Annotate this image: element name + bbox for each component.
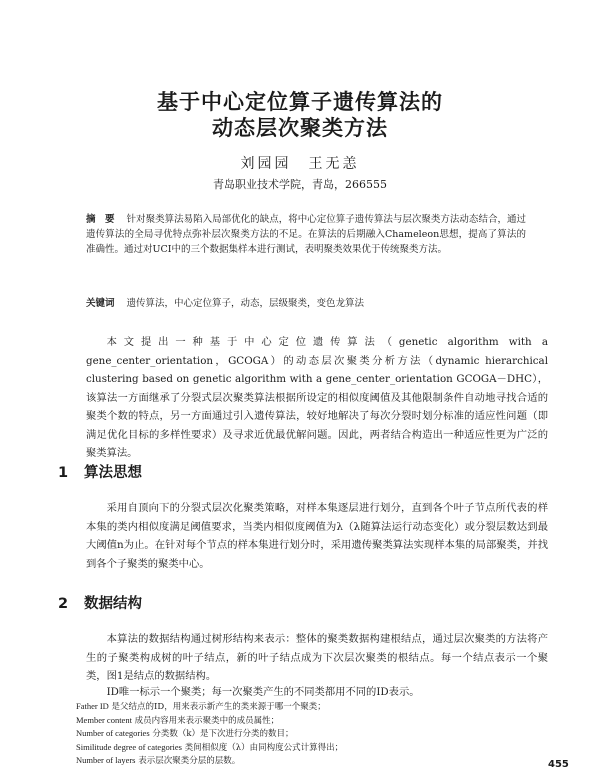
field-name: Similitude degree of categories bbox=[76, 741, 182, 752]
abstract bbox=[86, 212, 526, 257]
page-number: 455 bbox=[548, 759, 569, 770]
section-title: 算法思想 bbox=[84, 465, 142, 481]
keywords-label: 关键词 bbox=[86, 298, 115, 309]
field-descriptions bbox=[76, 700, 546, 768]
section-title: 数据结构 bbox=[84, 596, 142, 612]
field-name: Member content bbox=[76, 714, 132, 725]
section-heading-2 bbox=[58, 592, 142, 613]
keywords bbox=[86, 296, 526, 311]
field-desc: 表示层次聚类分层的层数。 bbox=[138, 756, 241, 766]
author-affiliation: 青岛职业技术学院，青岛，266555 bbox=[213, 178, 387, 191]
section-2-paragraph: 本算法的数据结构通过树形结构来表示：整体的聚类数据构建根结点，通过层次聚类的方法将产生的子聚类构成树的叶子结点，新的叶子结点成为下次层次聚类的根结点。每一个结点表示一个聚类，图1是结点的数据结构。 bbox=[86, 633, 548, 682]
field-name: Number of layers bbox=[76, 755, 136, 765]
section-heading-1 bbox=[58, 461, 142, 482]
intro-paragraph: 本文提出一种基于中心定位遗传算法（genetic algorithm with a gene_center_orientation，GCOGA）的动态层次聚类分析方法（dynamic hierarchical clustering based on genetic algorithm with a gene_center_orientation GCOGA－DHC），该算法一方面继承了分裂式层次聚类算法根据所设定的相似度阈值及其他限制条件自动地寻找合适的聚类个数的特点，另一方面通过引入遗传算法，较好地解决了每次分裂时划分标准的适应性问题（即满足优化目标的多样性要求）及寻求近优最优解问题。因此，两者结合构造出一种适应性更为广泛的聚类算法。 bbox=[86, 336, 548, 459]
field-desc: 成员内容用来表示聚类中的成员属性； bbox=[134, 715, 280, 726]
abstract-label: 摘 要 bbox=[86, 214, 115, 225]
field-name: Number of categories bbox=[76, 728, 150, 738]
field-row bbox=[76, 741, 546, 755]
field-row bbox=[76, 714, 546, 728]
id-description: ID唯一标示一个聚类；每一次聚类产生的不同类都用不同的ID表示。 bbox=[106, 686, 420, 698]
field-desc: 类间相似度（λ）由同构度公式计算得出； bbox=[184, 742, 344, 753]
keywords-text: 遗传算法，中心定位算子，动态，层级聚类，变色龙算法 bbox=[126, 298, 365, 309]
field-row bbox=[76, 754, 546, 768]
field-desc: 分类数（k）是下次进行分类的数目； bbox=[152, 729, 294, 739]
section-number: 1 bbox=[58, 465, 69, 481]
field-desc: 是父结点的ID，用来表示新产生的类来源于哪一个聚类； bbox=[111, 702, 326, 712]
section-1-paragraph: 采用自顶向下的分裂式层次化聚类策略，对样本集逐层进行划分，直到各个叶子节点所代表的样本集的类内相似度满足阈值要求，当类内相似度阈值为λ（λ随算法运行动态变化）或分裂层数达到最大阈值n为止。在针对每个节点的样本集进行划分时，采用遗传聚类算法实现样本集的局部聚类，并找到各个子聚类的聚类中心。 bbox=[86, 502, 548, 570]
field-name: Father ID bbox=[76, 701, 109, 711]
paper-title-line-2: 动态层次聚类方法 bbox=[212, 116, 388, 140]
paper-title-line-1: 基于中心定位算子遗传算法的 bbox=[157, 90, 443, 114]
field-row bbox=[76, 700, 546, 714]
abstract-text: 针对聚类算法易陷入局部优化的缺点，将中心定位算子遗传算法与层次聚类方法动态结合，通过遗传算法的全局寻优特点弥补层次聚类方法的不足。在算法的后期融入Chameleon思想，提高了算法的准确性。通过对UCI中的三个数据集样本进行测试，表明聚类效果优于传统聚类方法。 bbox=[86, 214, 526, 255]
section-number: 2 bbox=[58, 596, 69, 612]
field-row bbox=[76, 727, 546, 741]
author-names: 刘园园 王无恙 bbox=[240, 156, 360, 172]
